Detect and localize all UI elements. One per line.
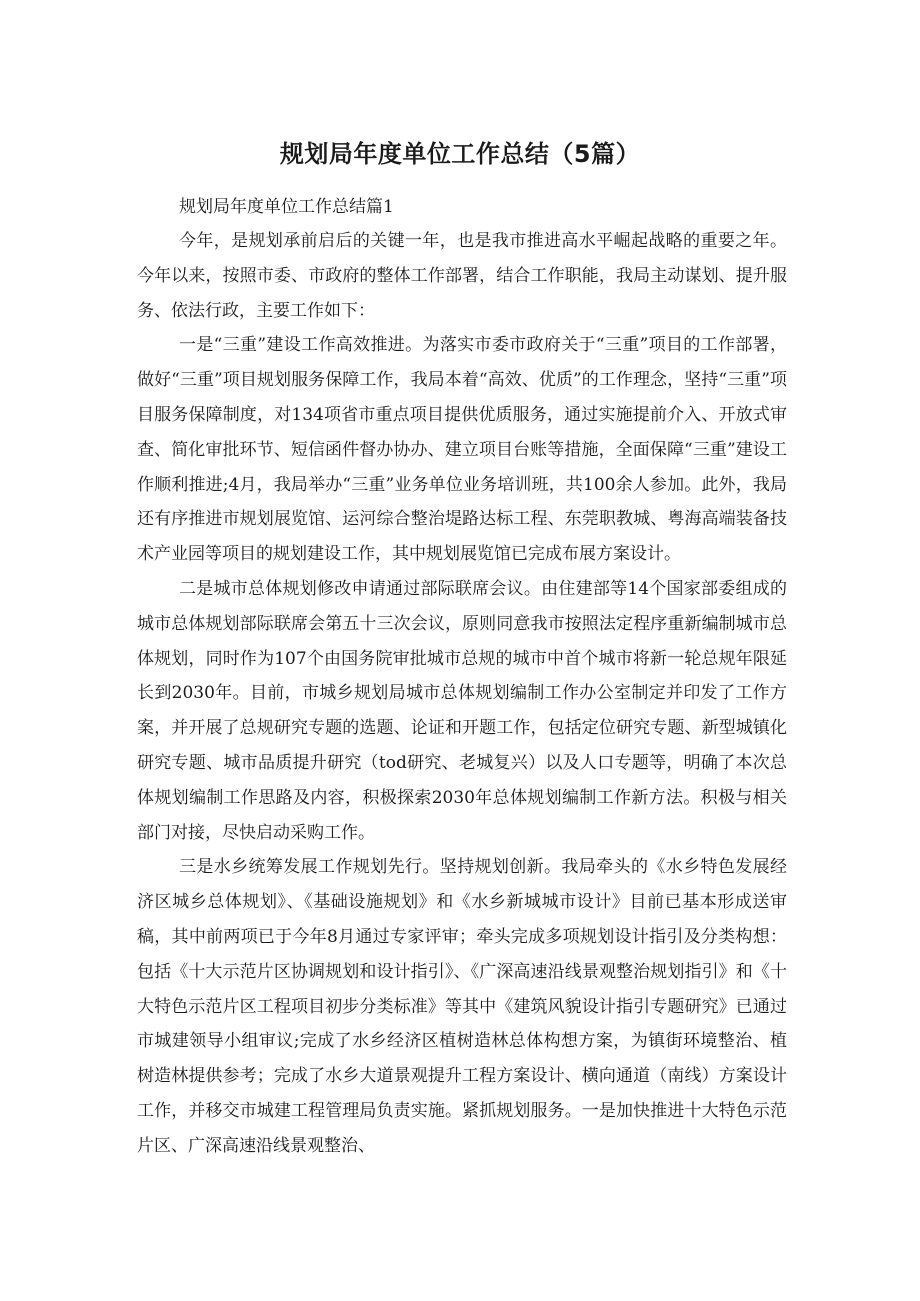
document-title: 规划局年度单位工作总结（5篇） [279,140,641,169]
paragraph-item-1: 一是“三重”建设工作高效推进。为落实市委市政府关于“三重”项目的工作部署，做好“三重”项目规划服务保障工作，我局本着“高效、优质”的工作理念，坚持“三重”项目服务保障制度，对134项省市重点项目提供优质服务，通过实施提前介入、开放式审查、简化审批环节、短信函件督办协办、建立项目台账等措施，全面保障“三重”建设工作顺利推进;4月，我局举办“三重”业务单位业务培训班，共100余人参加。此外，我局还有序推进市规划展览馆、运河综合整治堤路达标工程、东莞职教城、粤海高端装备技术产业园等项目的规划建设工作，其中规划展览馆已完成布展方案设计。 [137,335,787,565]
section-heading: 规划局年度单位工作总结篇1 [179,197,394,217]
document-body [137,190,787,1164]
paragraph-intro: 今年，是规划承前启后的关键一年，也是我市推进高水平崛起战略的重要之年。今年以来，按照市委、市政府的整体工作部署，结合工作职能，我局主动谋划、提升服务、依法行政，主要工作如下： [137,231,787,321]
paragraph-item-2: 二是城市总体规划修改申请通过部际联席会议。由住建部等14个国家部委组成的城市总体规划部际联席会第五十三次会议，原则同意我市按照法定程序重新编制城市总体规划，同时作为107个由国务院审批城市总规的城市中首个城市将新一轮总规年限延长到2030年。目前，市城乡规划局城市总体规划编制工作办公室制定并印发了工作方案，并开展了总规研究专题的选题、论证和开题工作，包括定位研究专题、新型城镇化研究专题、城市品质提升研究（tod研究、老城复兴）以及人口专题等，明确了本次总体规划编制工作思路及内容，积极探索2030年总体规划编制工作新方法。积极与相关部门对接，尽快启动采购工作。 [137,578,787,843]
paragraph-item-3: 三是水乡统筹发展工作规划先行。坚持规划创新。我局牵头的《水乡特色发展经济区城乡总体规划》、《基础设施规划》和《水乡新城城市设计》目前已基本形成送审稿，其中前两项已于今年8月通过专家评审；牵头完成多项规划设计指引及分类构想：包括《十大示范片区协调规划和设计指引》、《广深高速沿线景观整治规划指引》和《十大特色示范片区工程项目初步分类标准》等其中《建筑风貌设计指引专题研究》已通过市城建领导小组审议;完成了水乡经济区植树造林总体构想方案，为镇街环境整治、植树造林提供参考；完成了水乡大道景观提升工程方案设计、横向通道（南线）方案设计工作，并移交市城建工程管理局负责实施。紧抓规划服务。一是加快推进十大特色示范片区、广深高速沿线景观整治、 [137,857,787,1156]
